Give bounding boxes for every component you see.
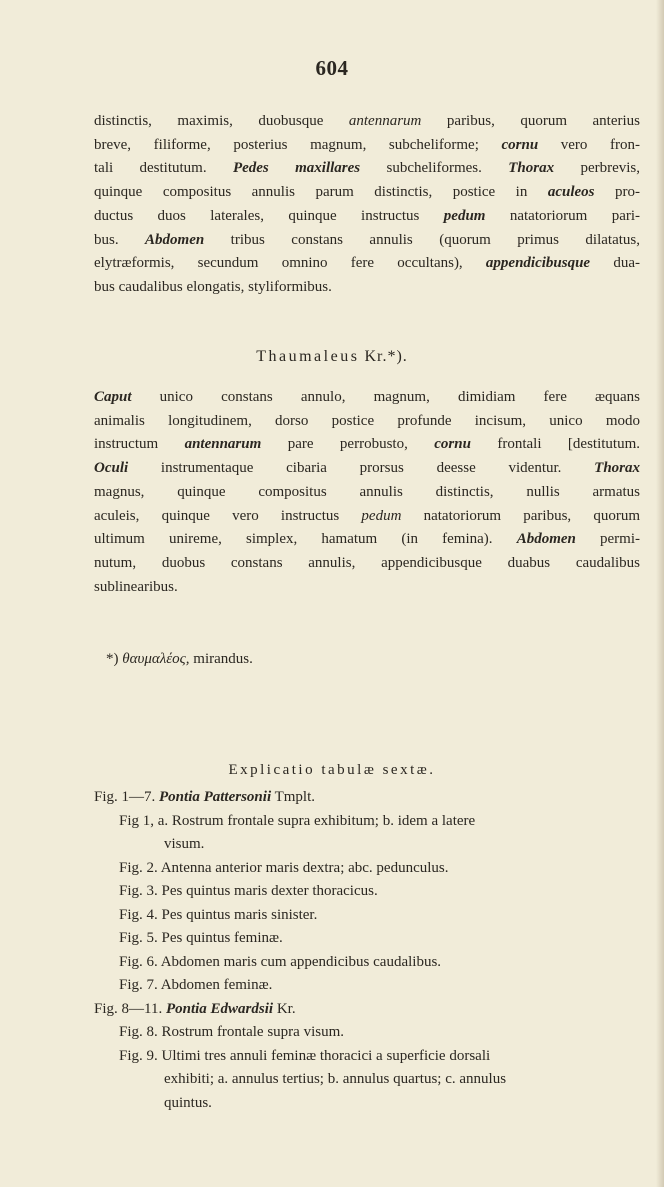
- plate-entry: [94, 810, 640, 834]
- species-name: Pontia Pattersonii: [159, 789, 272, 805]
- figure-label: Fig. 6.: [119, 953, 161, 970]
- figure-label: Fig. 8.: [119, 1024, 162, 1040]
- plate-entry: [94, 951, 640, 975]
- species-name: Pontia Edwardsii: [165, 1000, 274, 1017]
- plate-entry: [94, 857, 640, 881]
- figure-description: Pes quintus feminæ.: [161, 930, 283, 946]
- text-line: ultimum unireme, simplex, hamatum (in femina). Abdomen permi-: [94, 531, 640, 548]
- plate-entry: [94, 998, 640, 1022]
- page-edge-shadow: [656, 0, 664, 1187]
- text-line: instructum antennarum pare perrobusto, cornu frontali [destitutum.: [94, 436, 640, 453]
- figure-description: Antenna anterior maris dextra; abc. pedunculus.: [160, 859, 449, 876]
- plate-entry: [94, 1092, 640, 1116]
- text-line: nutum, duobus constans annulis, appendicibusque duabus caudalibus: [94, 554, 640, 571]
- figure-description: Abdomen maris cum appendicibus caudalibus.: [160, 953, 442, 970]
- figure-description: quintus.: [164, 1094, 212, 1111]
- text-line: breve, filiforme, posterius magnum, subcheliforme; cornu vero fron-: [94, 136, 641, 153]
- plate-entry: [94, 833, 640, 857]
- figure-label: Fig. 8—11.: [94, 1000, 166, 1017]
- text-line: distinctis, maximis, duobusque antennarum paribus, quorum anterius: [94, 113, 640, 129]
- plate-entry: [94, 1068, 640, 1092]
- figure-label: Fig 1, a.: [119, 812, 172, 829]
- footnote: [106, 648, 652, 672]
- figure-label: Fig. 1—7.: [94, 789, 160, 805]
- figure-description: Rostrum frontale supra visum.: [161, 1024, 344, 1040]
- plate-entry: [94, 1021, 640, 1045]
- plate-entry: [94, 974, 640, 998]
- text-line: Caput unico constans annulo, magnum, dimidiam fere æquans: [94, 389, 640, 405]
- plate-entry: [94, 786, 640, 810]
- figure-label: Fig. 5.: [119, 930, 162, 946]
- figure-label: Fig. 3.: [119, 883, 162, 899]
- figure-description: visum.: [164, 836, 205, 852]
- figure-label: Fig. 7.: [119, 977, 161, 993]
- figure-description: Ultimi tres annuli feminæ thoracici a superficie dorsali: [161, 1047, 491, 1064]
- figure-description: Pes quintus maris sinister.: [161, 906, 318, 923]
- genus-heading: Thaumaleus Kr.*).: [256, 348, 408, 365]
- text-line: bus. Abdomen tribus constans annulis (quorum primus dilatatus,: [94, 231, 640, 248]
- figure-description: exhibiti; a. annulus tertius; b. annulus quartus; c. annulus: [164, 1071, 507, 1087]
- text-line: sublinearibus.: [94, 578, 178, 595]
- text-line: bus caudalibus elongatis, styliformibus.: [94, 278, 332, 295]
- figure-description: Abdomen feminæ.: [160, 977, 273, 993]
- figure-label: Fig. 2.: [119, 859, 161, 876]
- text-line: tali destitutum. Pedes maxillares subcheliformes. Thorax perbrevis,: [94, 160, 641, 177]
- footnote-line: *) θαυμαλέος, mirandus.: [106, 651, 253, 667]
- figure-description: Rostrum frontale supra exhibitum; b. idem a latere: [171, 812, 476, 829]
- figure-description: Pes quintus maris dexter thoracicus.: [161, 883, 378, 899]
- page-number: 604: [315, 56, 349, 80]
- footnote-greek: θαυμαλέος,: [122, 651, 190, 667]
- plate-entry: [94, 904, 640, 928]
- text-line: quinque compositus annulis parum distinctis, postice in aculeos pro-: [94, 184, 640, 201]
- plate-entry: [94, 927, 640, 951]
- figure-description: Tmplt.: [271, 789, 316, 805]
- plate-entry: [94, 880, 640, 904]
- footnote-mark: *): [106, 651, 119, 667]
- plate-explanation-list: [94, 786, 640, 1115]
- paragraph-thaumaleus-description: [94, 386, 640, 599]
- explicatio-heading: Explicatio tabulæ sextæ.: [228, 762, 436, 778]
- figure-label: Fig. 9.: [119, 1047, 162, 1064]
- text-line: animalis longitudinem, dorso postice profunde incisum, unico modo: [94, 412, 640, 429]
- text-line: aculeis, quinque vero instructus pedum natatoriorum paribus, quorum: [94, 507, 640, 524]
- text-line: magnus, quinque compositus annulis distinctis, nullis armatus: [94, 483, 640, 500]
- text-line: elytræformis, secundum omnino fere occultans), appendicibusque dua-: [94, 255, 640, 272]
- paragraph-genus-description-continued: [94, 110, 640, 300]
- figure-label: Fig. 4.: [119, 906, 162, 923]
- text-line: ductus duos laterales, quinque instructus pedum natatoriorum pari-: [94, 207, 641, 224]
- text-line: Oculi instrumentaque cibaria prorsus deesse videntur. Thorax: [94, 460, 640, 477]
- figure-description: Kr.: [273, 1000, 296, 1017]
- plate-entry: [94, 1045, 640, 1069]
